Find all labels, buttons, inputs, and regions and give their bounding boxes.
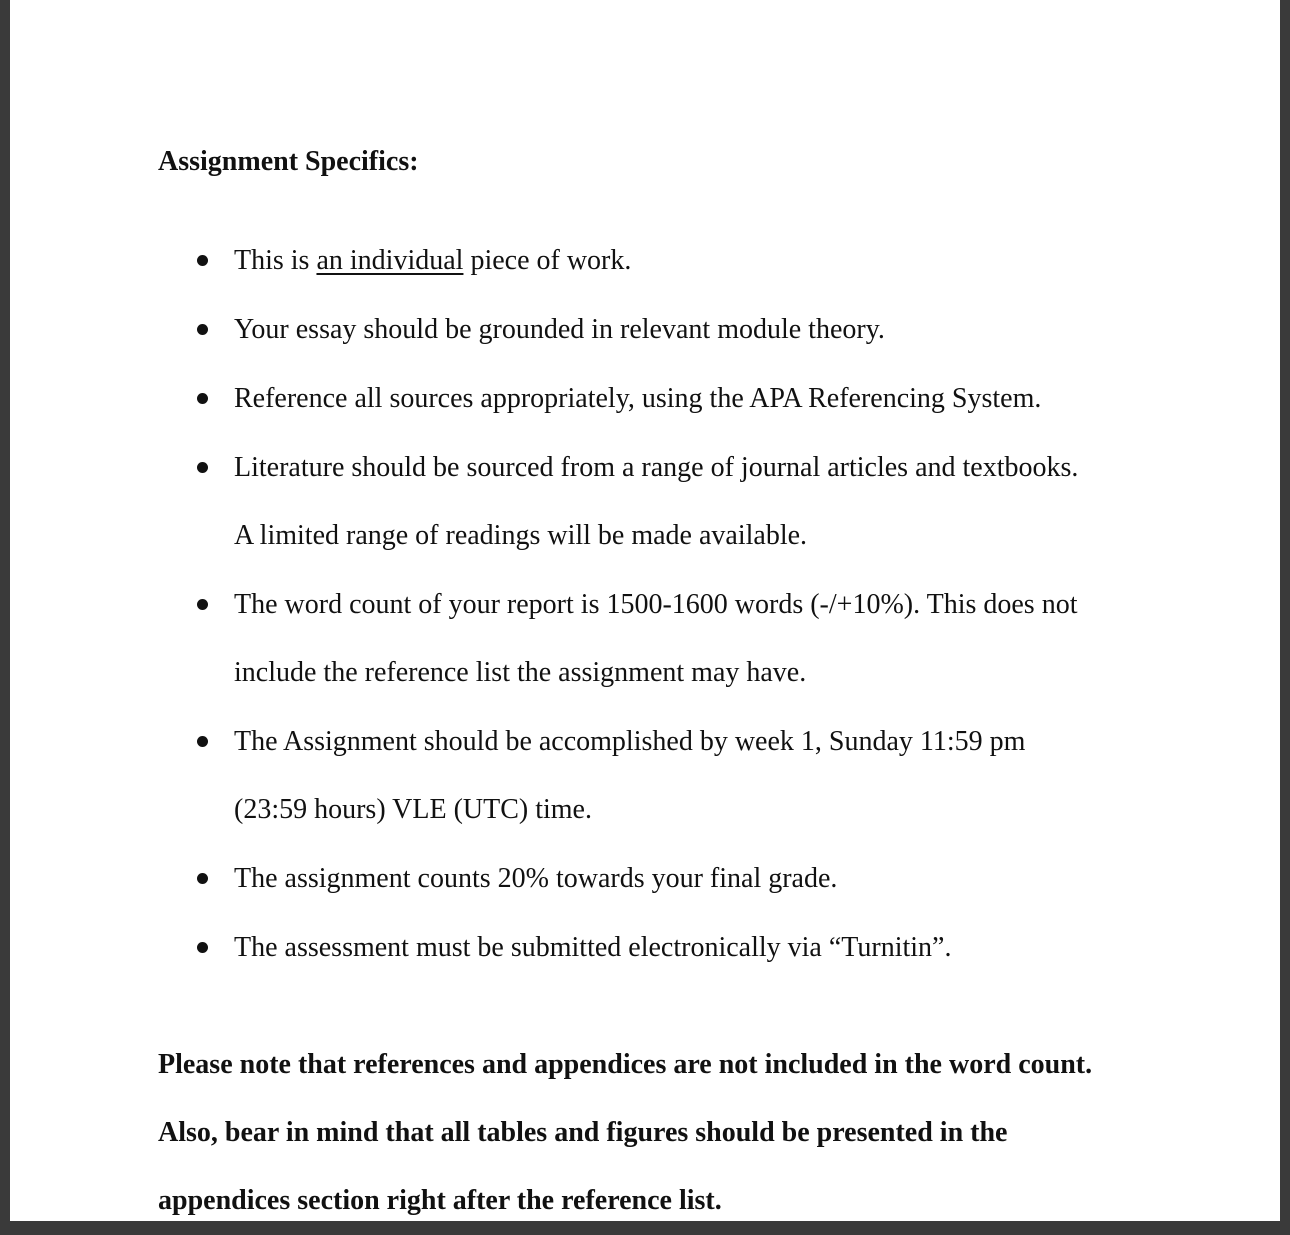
list-item-text: Literature should be sourced from a range of journal articles and textbooks. <box>234 452 1079 483</box>
list-item-text-continued: A limited range of readings will be made available. <box>234 520 808 551</box>
bullet-icon <box>197 873 208 884</box>
list-item-text: The assignment counts 20% towards your final grade. <box>234 863 838 894</box>
list-item <box>158 365 1168 433</box>
note-line: appendices section right after the reference list. <box>158 1185 722 1216</box>
bullet-icon <box>197 393 208 404</box>
note-line: Please note that references and appendices are not included in the word count. <box>158 1049 1093 1080</box>
bullet-icon <box>197 599 208 610</box>
list-item-text-continued: include the reference list the assignment may have. <box>234 657 807 688</box>
note-line: Also, bear in mind that all tables and figures should be presented in the <box>158 1117 1008 1148</box>
list-item-text: The Assignment should be accomplished by week 1, Sunday 11:59 pm <box>234 726 1026 757</box>
list-item-text: The assessment must be submitted electronically via “Turnitin”. <box>234 932 952 963</box>
list-item-text: Reference all sources appropriately, using the APA Referencing System. <box>234 383 1042 414</box>
list-item <box>158 227 1168 295</box>
assignment-specifics-list <box>158 227 1168 983</box>
word-count-note <box>158 1031 1218 1235</box>
bullet-icon <box>197 255 208 266</box>
list-item-text-continued: (23:59 hours) VLE (UTC) time. <box>234 794 592 825</box>
section-heading: Assignment Specifics: <box>158 146 419 177</box>
bullet-icon <box>197 324 208 335</box>
underlined-emphasis: an individual <box>316 245 464 276</box>
list-item <box>158 296 1168 364</box>
list-item-prefix: This is <box>234 245 317 276</box>
list-item-text <box>234 227 1168 295</box>
list-item-suffix: piece of work. <box>463 245 632 276</box>
list-item <box>158 914 1168 982</box>
document-page <box>10 0 1280 1221</box>
list-item <box>158 434 1168 570</box>
bullet-icon <box>197 942 208 953</box>
list-item <box>158 708 1168 844</box>
bullet-icon <box>197 736 208 747</box>
list-item-text: Your essay should be grounded in relevant module theory. <box>234 314 885 345</box>
list-item-text: The word count of your report is 1500-1600 words (-/+10%). This does not <box>234 589 1078 620</box>
bullet-icon <box>197 462 208 473</box>
list-item <box>158 845 1168 913</box>
list-item <box>158 571 1168 707</box>
